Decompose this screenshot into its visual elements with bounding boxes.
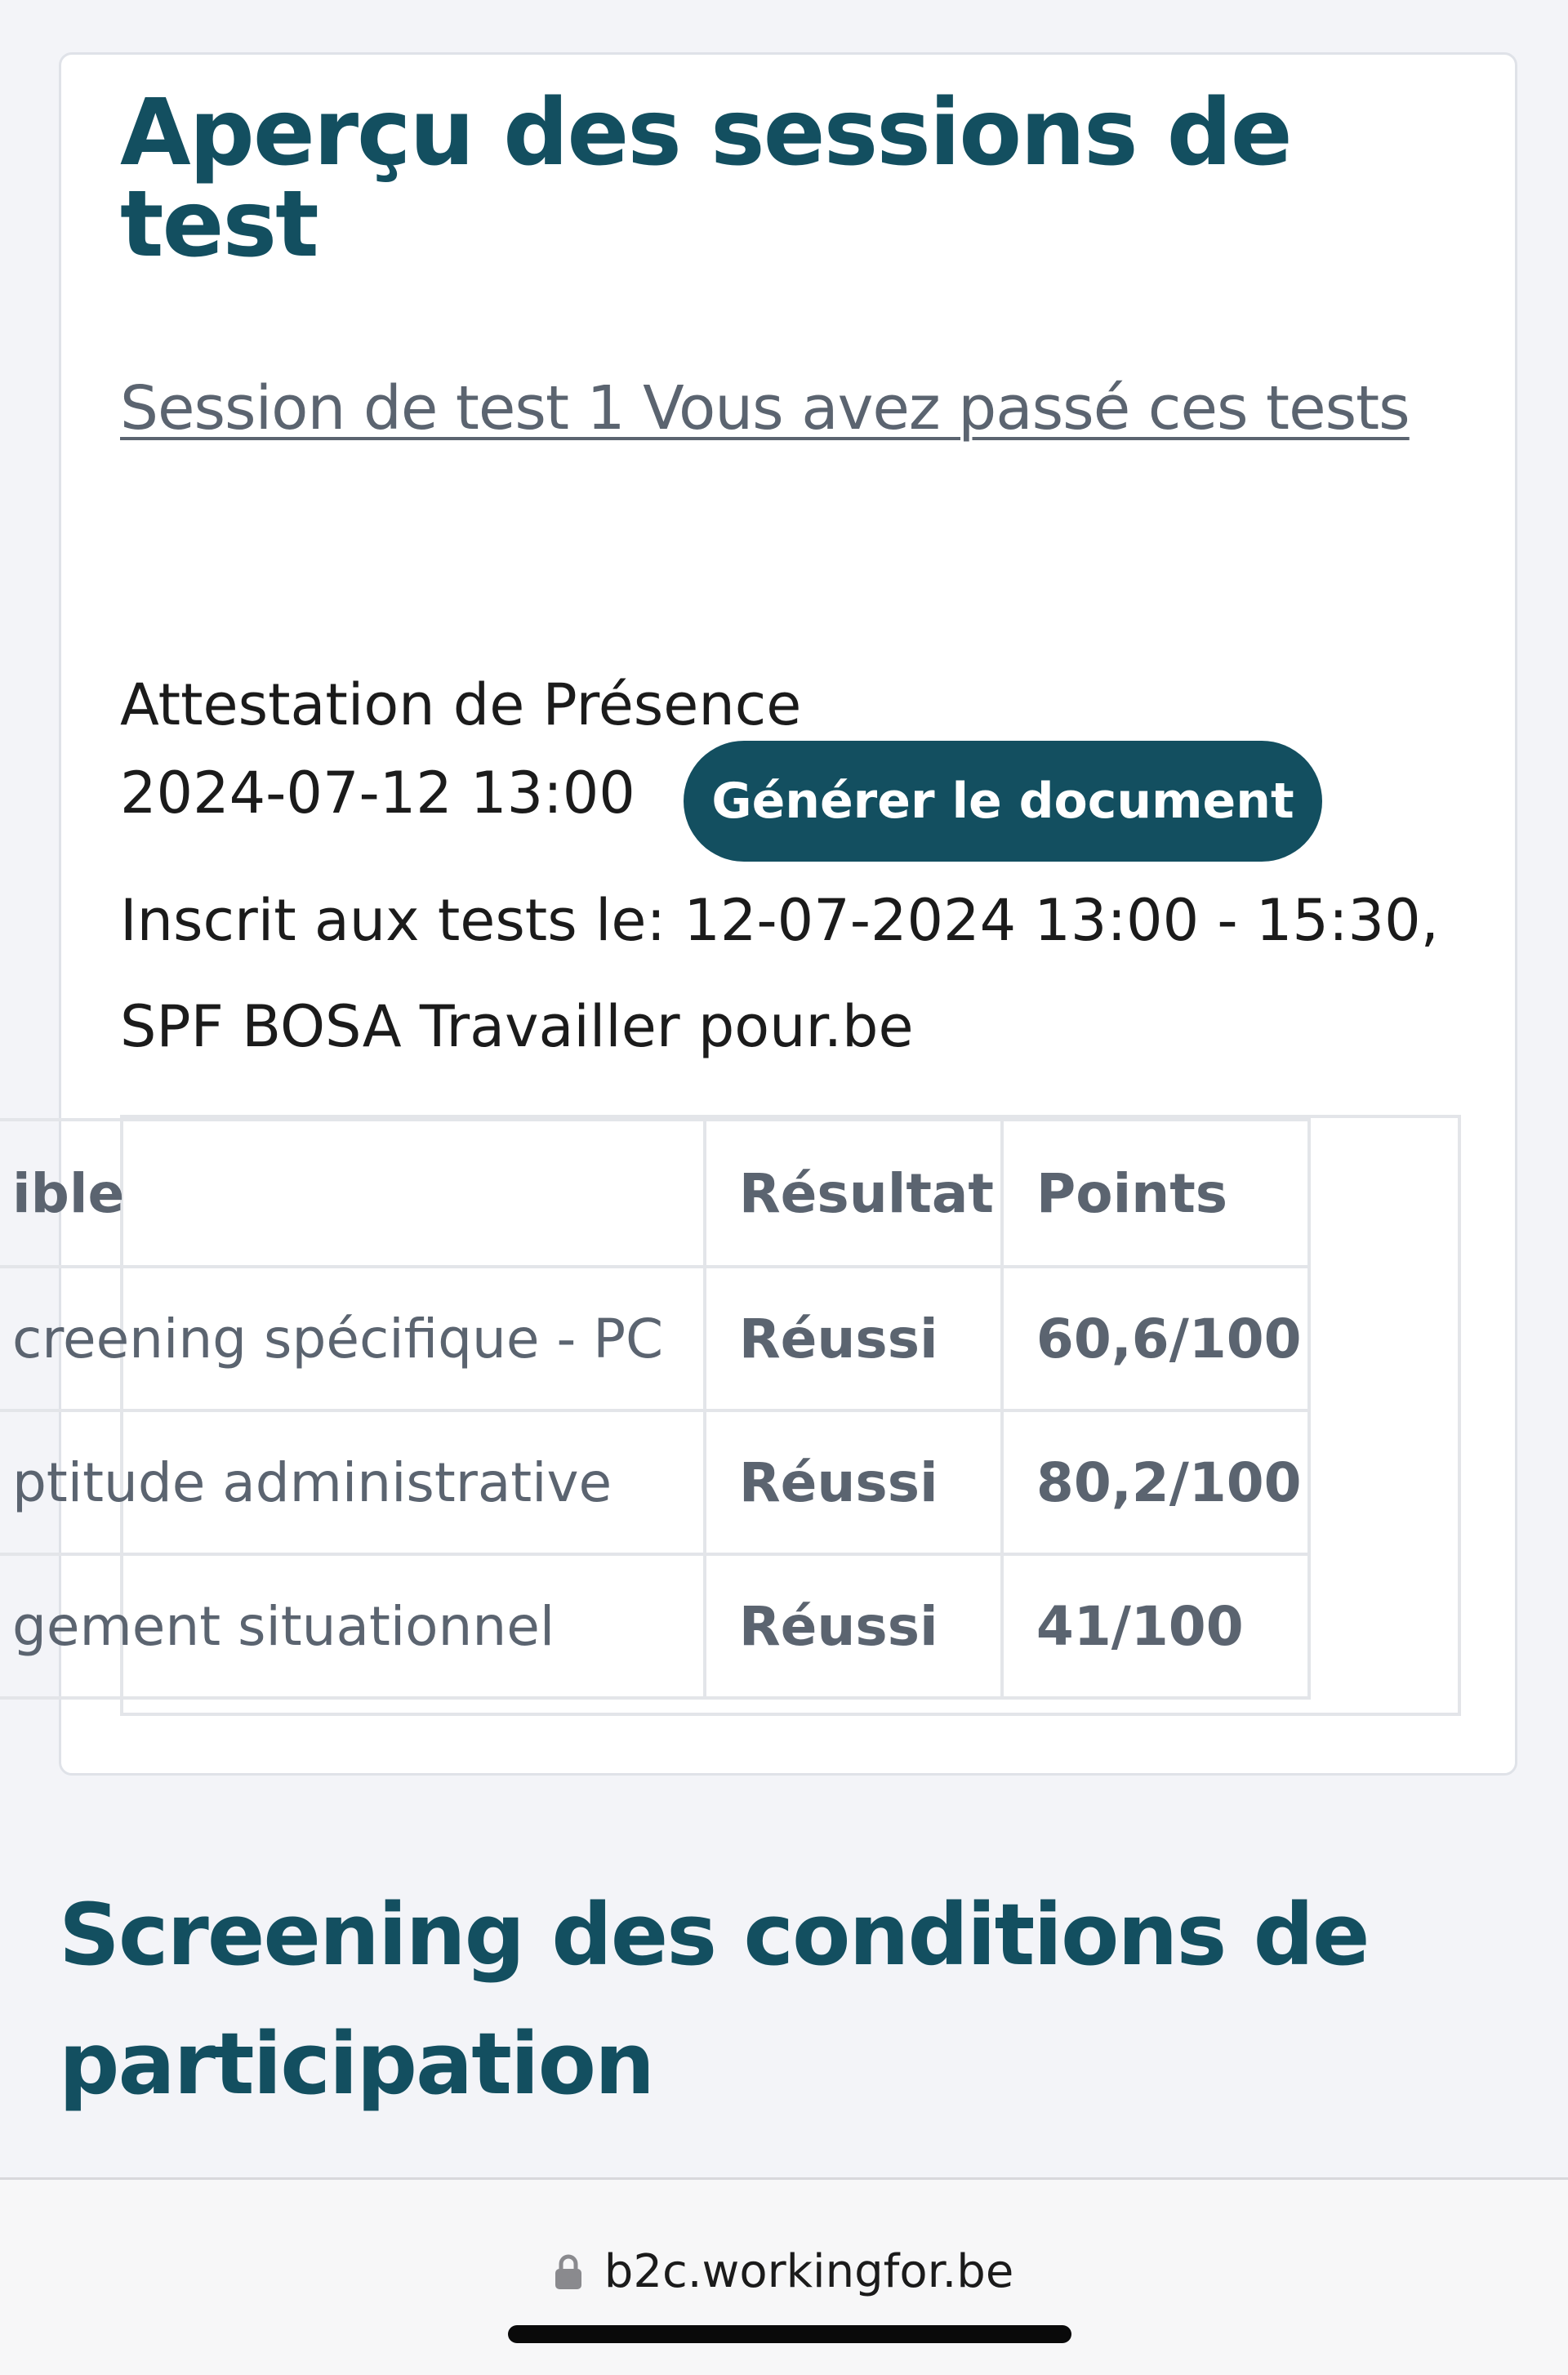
test-points: 80,2/100 [1002, 1410, 1309, 1554]
test-points: 41/100 [1002, 1554, 1309, 1698]
results-table [0, 1118, 1311, 1700]
test-label: gement situationnel [0, 1554, 705, 1698]
test-points: 60,6/100 [1002, 1267, 1309, 1410]
test-result: Réussi [705, 1554, 1002, 1698]
table-row [0, 1410, 1309, 1554]
url-display[interactable] [0, 2245, 1568, 2310]
attestation-row [120, 741, 1459, 863]
test-label: creening spécifique - PC [0, 1267, 705, 1410]
header-label: ible [0, 1120, 705, 1267]
organization-info: SPF BOSA Travailler pour.be [120, 993, 914, 1060]
header-points: Points [1002, 1120, 1309, 1267]
test-result: Réussi [705, 1267, 1002, 1410]
browser-address-bar[interactable] [0, 2177, 1568, 2375]
home-indicator[interactable] [508, 2325, 1071, 2343]
generate-document-button[interactable]: Générer le document [684, 741, 1322, 862]
section-heading: Screening des conditions de participation [59, 1885, 1369, 2114]
session-link[interactable]: Session de test 1 Vous avez passé ces tests [120, 373, 1410, 443]
table-row [0, 1554, 1309, 1698]
attestation-date: 2024-07-12 13:00 [120, 760, 635, 827]
table-header-row [0, 1120, 1309, 1267]
card-title: Aperçu des sessions de test [120, 80, 1291, 278]
results-table-scroll[interactable] [12, 1115, 1461, 1716]
test-result: Réussi [705, 1410, 1002, 1554]
header-result: Résultat [705, 1120, 1002, 1267]
registration-info: Inscrit aux tests le: 12-07-2024 13:00 - 15:30, [120, 887, 1439, 954]
lock-icon [555, 2254, 582, 2290]
test-label: ptitude administrative [0, 1410, 705, 1554]
table-row [0, 1267, 1309, 1410]
attestation-label: Attestation de Présence [120, 671, 802, 738]
url-text: b2c.workingfor.be [604, 2245, 1014, 2298]
test-sessions-card [12, 52, 1517, 1776]
